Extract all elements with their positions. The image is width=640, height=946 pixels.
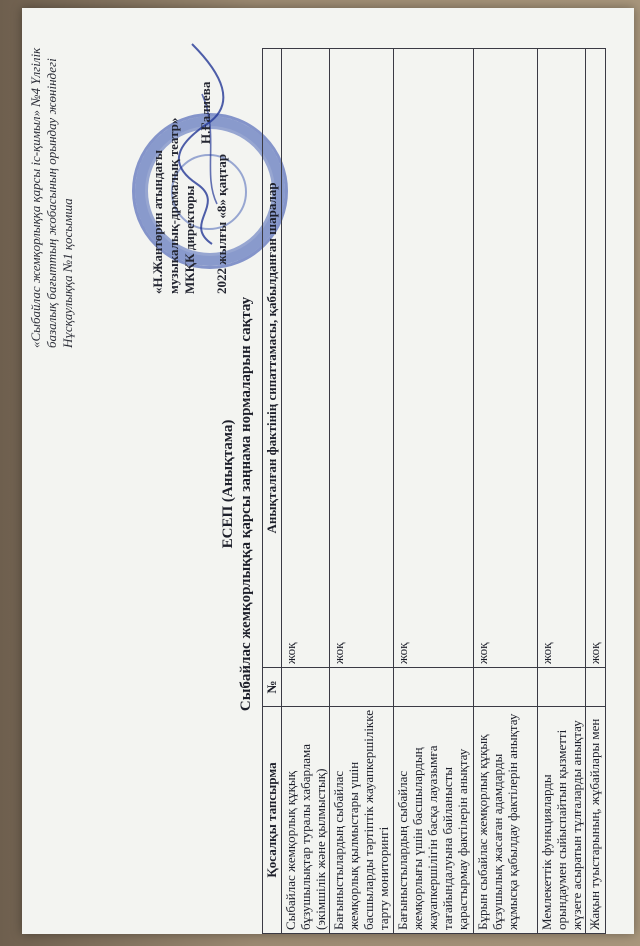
row-result: жоқ	[474, 49, 538, 668]
row-result: жоқ	[394, 49, 474, 668]
approval-line: Н.Ғалиева	[198, 81, 213, 144]
row-number	[586, 668, 606, 707]
row-number	[474, 668, 538, 707]
approval-line: «Н.Жантөрин атындағы	[150, 149, 165, 294]
table-row	[586, 49, 606, 934]
annex-note: «Сыбайлас жемқорлыққа қарсы іс-қимыл» №4 Үлгілік базалық бағыттың жобасының орындау жөніндегі Нұсқаулыққа №1 қосымша	[28, 47, 75, 348]
row-task: Мемлекеттік функцияларды орындаумен сыйыспайтын қызметті жүзеге асыратын тұлғаларды анықтау	[538, 707, 586, 934]
document-subtitle: Сыбайлас жемқорлыққа қарсы заңнама нормаларын сақтау	[238, 296, 254, 712]
rotated-content	[22, 8, 634, 934]
row-result: жоқ	[330, 49, 394, 668]
header-result: Анықталған фактінің сипаттамасы, қабылданған шаралар	[263, 49, 282, 668]
row-result: жоқ	[538, 49, 586, 668]
row-number	[282, 668, 330, 707]
row-task: Бұрын сыбайлас жемқорлық құқық бұзушылық жасаған адамдарды жұмысқа қабылдау фактілерін анықтау	[474, 707, 538, 934]
table-row	[474, 49, 538, 934]
approval-line: музыкалық-драмалық театр»	[166, 117, 181, 294]
report-table	[262, 48, 606, 934]
table-row	[282, 49, 330, 934]
row-number	[394, 668, 474, 707]
row-task: Сыбайлас жемқорлық құқық бұзушылықтар туралы хабарлама (экімшілік және қылмыстық)	[282, 707, 330, 934]
document-page	[22, 8, 634, 934]
row-result: жоқ	[586, 49, 606, 668]
table-row	[330, 49, 394, 934]
approval-line: МКҚК директоры	[182, 185, 197, 294]
row-result: жоқ	[282, 49, 330, 668]
header-number: №	[263, 668, 282, 707]
row-number	[538, 668, 586, 707]
table-row	[538, 49, 586, 934]
row-task: Бағыныстылардың сыбайлас жемқорлығы үшін басшылардың жауапкершілігін басқа лауазымға тағайындалуына байланысты қарастырмау фактілерін анықтау	[394, 707, 474, 934]
row-number	[330, 668, 394, 707]
row-task: Бағыныстылардың сыбайлас жемқорлық қылмыстары үшін басшыларды тәртіптік жауапкершілікке тарту мониторингі	[330, 707, 394, 934]
approval-block	[150, 24, 230, 294]
approval-date: 2022 жылғы «8» қаңтар	[214, 154, 229, 294]
document-title: ЕСЕП (Анықтама)	[220, 419, 236, 549]
header-task: Қосалқы тапсырма	[263, 707, 282, 934]
table-row	[394, 49, 474, 934]
row-task: Жақын туыстарының, жұбайлары мен	[586, 707, 606, 934]
table-header-row	[263, 49, 282, 934]
